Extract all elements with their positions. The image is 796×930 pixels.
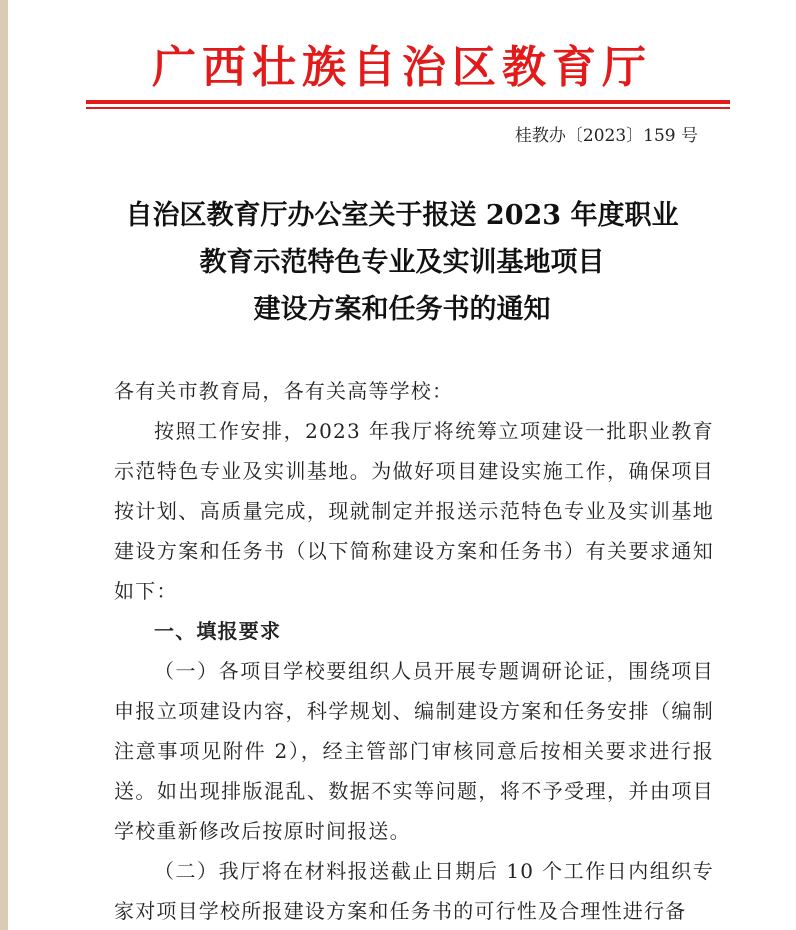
intro-paragraph: 按照工作安排，2023 年我厅将统筹立项建设一批职业教育示范特色专业及实训基地。为做好项目建设实施工作，确保项目按计划、高质量完成，现就制定并报送示范特色专业及实训基地建设方案和任务书（以下简称建设方案和任务书）有关要求通知如下：	[114, 419, 714, 603]
requirement-item-2: （二）我厅将在材料报送截止日期后 10 个工作日内组织专家对项目学校所报建设方案和任务书的可行性及合理性进行备	[114, 859, 714, 923]
background-strip	[0, 0, 8, 930]
document-title-line-1: 自治区教育厅办公室关于报送 2023 年度职业	[125, 200, 679, 231]
document-page	[8, 0, 796, 930]
header-divider-thick	[86, 100, 730, 104]
section-heading-requirements: 一、填报要求	[154, 619, 282, 643]
requirement-item-1: （一）各项目学校要组织人员开展专题调研论证，围绕项目申报立项建设内容，科学规划、编制建设方案和任务安排（编制注意事项见附件 2），经主管部门审核同意后按相关要求进行报送。如出现排版混乱、数据不实等问题，将不予受理，并由项目学校重新修改后按原时间报送。	[114, 659, 714, 843]
document-title-line-3: 建设方案和任务书的通知	[253, 294, 551, 325]
salutation: 各有关市教育局，各有关高等学校：	[114, 379, 454, 403]
document-header-org-title: 广西壮族自治区教育厅	[152, 42, 652, 93]
document-title-line-2: 教育示范特色专业及实训基地项目	[199, 247, 605, 278]
header-divider-thin	[86, 107, 730, 109]
document-title	[8, 192, 796, 333]
document-body	[114, 371, 714, 930]
document-number: 桂教办〔2023〕159 号	[514, 126, 698, 146]
